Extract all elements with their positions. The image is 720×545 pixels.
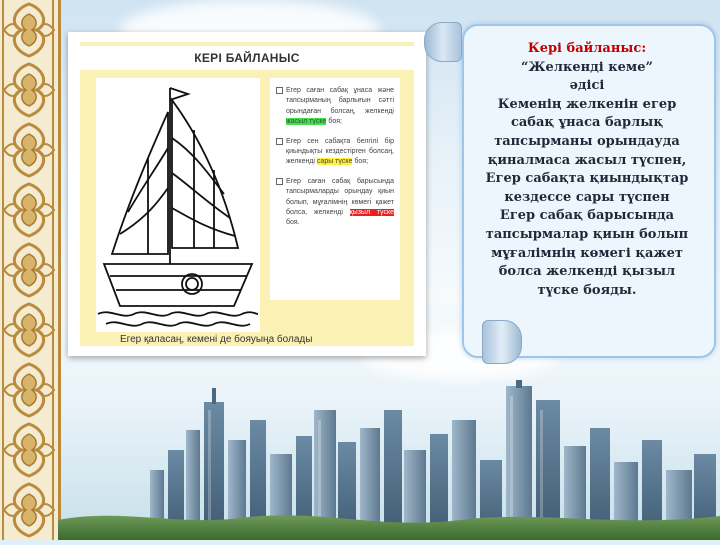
checkbox-icon [276,178,283,185]
instruction-green [276,86,394,128]
scroll-roll-bottom [482,320,522,364]
scroll-line: Егер сабақ барысында [499,208,675,224]
instruction-text: Егер сен сабақта белгілі бір қиындықты кездестірген болсаң, желкенді [286,137,394,166]
scroll-heading: Кері байланыс: [527,41,647,56]
city-skyline [0,380,720,540]
scroll-line: әдісі [569,78,605,94]
instruction-text: боя; [326,118,342,126]
scroll-line: қиналмаса жасыл түспен, [487,152,687,168]
sailboat-drawing [96,78,260,332]
instruction-text: боя; [352,158,369,166]
checkbox-icon [276,138,283,145]
scroll-line: түске бояды. [537,282,637,298]
scroll-line: тапсырманы орындауда [494,133,680,149]
scroll-line: сабақ ұнаса барлық [510,115,664,131]
instruction-text: Егер саған сабақ барысында тапсырмаларды орындау қиын болып, мұғалімнің көмегі қажет болса, желкенді [286,177,394,217]
highlight-red: қызыл түске [349,209,394,217]
highlight-yellow: сары түске [316,158,353,166]
highlight-green: жасыл түске [286,118,327,126]
scroll-line: тапсырмалар қиын болып [485,226,689,242]
poster-footer: Егер қаласаң, кемені де бояуыңа болады [120,334,313,345]
instruction-red [276,177,394,229]
instruction-text: боя. [286,219,300,227]
scroll-line: Егер сабақта қиындықтар [485,171,689,187]
scroll-text [462,40,712,300]
feedback-poster [68,32,426,356]
scroll-line: мұғалімнің көмегі қажет [491,245,683,261]
sailboat-icon [96,78,260,332]
instructions-box [270,78,400,300]
scroll-line: болса желкенді қызыл [498,264,676,280]
instruction-text: Егер саған сабақ ұнаса және тапсырманың барлығын сәтті орындаған болсаң, желкенді [286,87,394,115]
scroll-line: кездессе сары түспен [504,189,670,205]
poster-sheet [80,42,414,346]
method-name: “Желкенді кеме” [521,59,653,75]
scroll-roll-top [424,22,462,62]
checkbox-icon [276,87,283,94]
poster-title: КЕРІ БАЙЛАНЫС [80,46,414,70]
scroll-line: Кеменің желкенін егер [497,96,677,112]
instruction-yellow [276,137,394,168]
